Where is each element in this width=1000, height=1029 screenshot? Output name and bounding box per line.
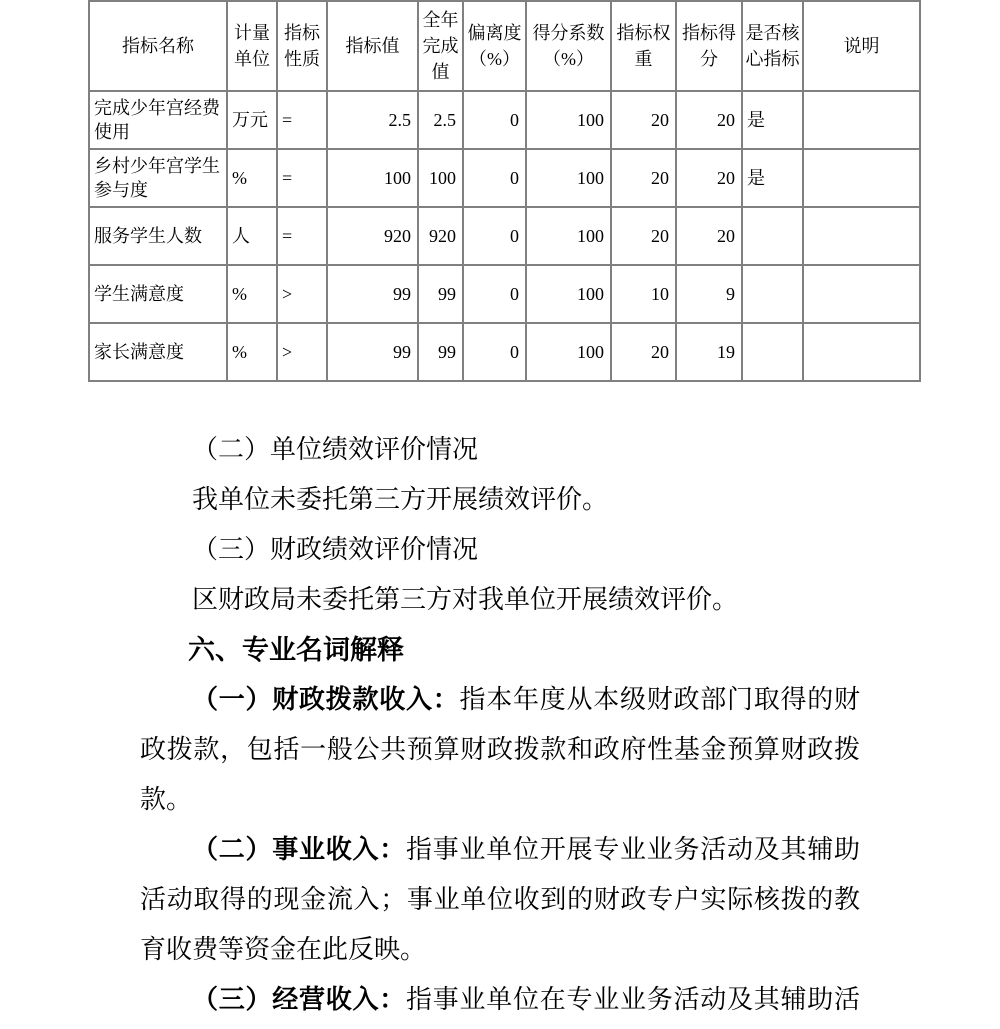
table-cell [803,207,920,265]
text-segment: 指事业单位在专业业务活动及其辅助活 [406,985,860,1014]
column-header: 指标值 [327,1,418,91]
text-segment: 指事业单位开展专业业务活动及其辅助 [406,835,860,864]
column-header: 计量单位 [227,1,277,91]
table-cell: 服务学生人数 [89,207,227,265]
table-cell [742,265,803,323]
table-cell: 99 [327,323,418,381]
table-cell [803,149,920,207]
table-cell: % [227,265,277,323]
table-cell: 20 [611,149,676,207]
table-cell [803,265,920,323]
table-cell: 20 [676,149,742,207]
table-row [89,265,920,323]
table-cell [742,207,803,265]
table-cell: 20 [676,91,742,149]
table-cell: 100 [418,149,463,207]
table-header-row [89,1,920,91]
table-cell: 920 [327,207,418,265]
table-cell: 家长满意度 [89,323,227,381]
table-cell: % [227,149,277,207]
table-cell: 学生满意度 [89,265,227,323]
table-cell: 是 [742,149,803,207]
table-cell: 99 [418,265,463,323]
column-header: 指标性质 [277,1,327,91]
table-cell: = [277,149,327,207]
text-line [140,925,860,975]
table-cell: 0 [463,207,526,265]
text-segment: （二）单位绩效评价情况 [192,435,479,464]
table-cell: 99 [327,265,418,323]
indicator-table-container [88,0,921,382]
text-line [140,975,860,1025]
table-cell: 20 [611,91,676,149]
table-row [89,149,920,207]
table-cell: 100 [526,265,611,323]
term-lead-in: （三）经营收入： [192,985,406,1014]
text-line [140,425,860,475]
table-cell: > [277,265,327,323]
indicator-table [88,0,921,382]
table-cell: 100 [526,149,611,207]
column-header: 说明 [803,1,920,91]
text-segment: 区财政局未委托第三方对我单位开展绩效评价。 [192,585,739,614]
column-header: 指标名称 [89,1,227,91]
text-segment: 我单位未委托第三方开展绩效评价。 [192,485,609,514]
text-line [140,825,860,875]
table-cell: 20 [611,207,676,265]
table-cell: 人 [227,207,277,265]
table-cell: 万元 [227,91,277,149]
table-cell: 0 [463,149,526,207]
text-line [140,725,860,775]
table-cell: 2.5 [327,91,418,149]
table-cell: 20 [676,207,742,265]
text-segment: 政拨款，包括一般公共预算财政拨款和政府性基金预算财政拨 [140,735,860,764]
text-segment: 六、专业名词解释 [188,635,404,665]
table-cell: 19 [676,323,742,381]
table-cell: % [227,323,277,381]
text-segment: （三）财政绩效评价情况 [192,535,479,564]
table-cell: 0 [463,265,526,323]
term-lead-in: （二）事业收入： [192,835,406,864]
table-cell: 是 [742,91,803,149]
text-line [140,875,860,925]
text-segment: 款。 [140,785,193,814]
body-text [140,425,860,1025]
table-cell: = [277,207,327,265]
text-line [140,775,860,825]
table-cell: 920 [418,207,463,265]
table-cell: 0 [463,91,526,149]
table-cell [742,323,803,381]
text-line [140,675,860,725]
column-header: 指标权重 [611,1,676,91]
table-row [89,323,920,381]
text-segment: 指本年度从本级财政部门取得的财 [459,685,860,714]
table-cell [803,323,920,381]
table-cell: = [277,91,327,149]
text-line [140,575,860,625]
text-segment: 活动取得的现金流入；事业单位收到的财政专户实际核拨的教 [140,885,860,914]
table-cell: 20 [611,323,676,381]
table-row [89,207,920,265]
table-cell: 99 [418,323,463,381]
column-header: 全年完成值 [418,1,463,91]
table-cell: 9 [676,265,742,323]
table-row [89,91,920,149]
table-cell: 0 [463,323,526,381]
column-header: 指标得分 [676,1,742,91]
table-cell: 100 [526,323,611,381]
table-cell: > [277,323,327,381]
column-header: 偏离度（%） [463,1,526,91]
column-header: 是否核心指标 [742,1,803,91]
text-segment: 育收费等资金在此反映。 [140,935,427,964]
text-line [140,625,860,675]
table-cell [803,91,920,149]
table-cell: 完成少年宫经费使用 [89,91,227,149]
column-header: 得分系数（%） [526,1,611,91]
table-cell: 2.5 [418,91,463,149]
table-cell: 100 [526,207,611,265]
table-cell: 乡村少年宫学生参与度 [89,149,227,207]
text-line [140,475,860,525]
table-cell: 10 [611,265,676,323]
text-line [140,525,860,575]
term-lead-in: （一）财政拨款收入： [192,685,460,714]
table-cell: 100 [526,91,611,149]
table-cell: 100 [327,149,418,207]
